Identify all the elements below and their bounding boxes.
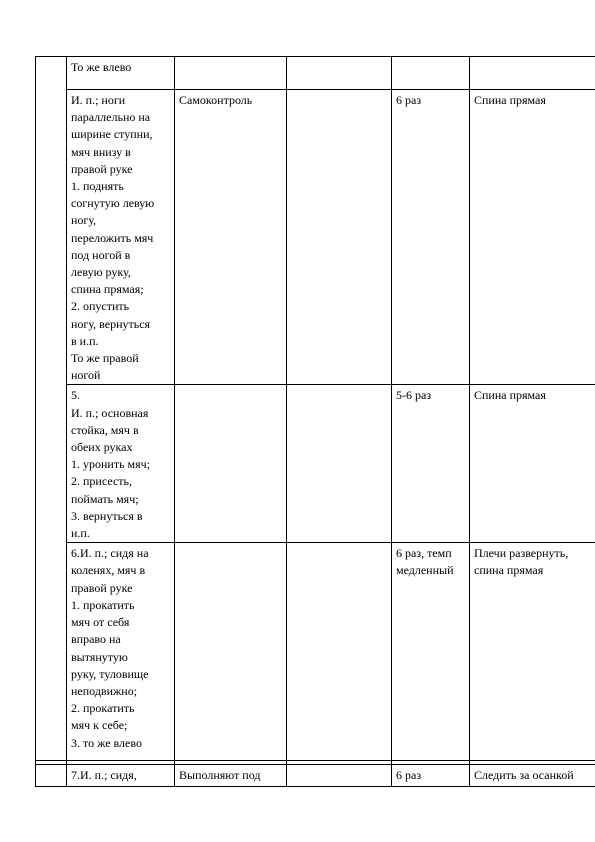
notes-line: Следить за осанкой xyxy=(474,768,574,783)
guidance-cell xyxy=(175,57,287,90)
dosage-cell xyxy=(392,543,470,761)
table-row xyxy=(36,765,595,787)
exercise-line: 1. поднять xyxy=(71,179,124,194)
exercise-line: поймать мяч; xyxy=(71,491,139,506)
table-row xyxy=(36,90,595,385)
exercise-line: стойка, мяч в xyxy=(71,422,139,437)
dosage-cell xyxy=(392,90,470,385)
dosage-line: 6 раз xyxy=(396,93,422,107)
exercise-line: согнутую левую xyxy=(71,196,155,211)
exercise-line: 2. присесть, xyxy=(71,474,132,489)
table-row xyxy=(36,385,595,543)
exercise-line: мяч к себе; xyxy=(71,718,128,733)
exercise-line: 1. прокатить xyxy=(71,597,135,612)
guidance-cell xyxy=(175,765,287,787)
exercise-line: мяч от себя xyxy=(71,615,130,630)
notes-line: Спина прямая xyxy=(474,388,546,403)
exercise-line: правой руке xyxy=(71,580,133,595)
exercise-line: 3. вернуться в xyxy=(71,508,143,523)
exercise-line: под ногой в xyxy=(71,247,131,262)
table-row xyxy=(36,57,595,90)
exercise-line: обеих руках xyxy=(71,440,133,455)
exercise-cell xyxy=(67,385,175,543)
exercise-line: мяч внизу в xyxy=(71,144,131,159)
exercise-cell xyxy=(67,765,175,787)
exercise-line: переложить мяч xyxy=(71,230,154,245)
exercise-line: правой руке xyxy=(71,161,133,176)
exercise-table xyxy=(35,56,595,787)
empty-cell xyxy=(287,57,392,90)
exercise-line: ширине ступни, xyxy=(71,127,153,142)
dosage-cell xyxy=(392,385,470,543)
guidance-cell xyxy=(175,385,287,543)
exercise-line: 6.И. п.; сидя на xyxy=(71,546,149,561)
notes-cell xyxy=(470,385,595,543)
dosage-cell xyxy=(392,765,470,787)
exercise-cell xyxy=(67,90,175,385)
exercise-line: 1. уронить мяч; xyxy=(71,457,151,472)
exercise-line: ногу, вернуться xyxy=(71,316,151,331)
exercise-line: вытянутую xyxy=(71,649,128,664)
exercise-line: коленях, мяч в xyxy=(71,563,146,578)
empty-cell xyxy=(287,543,392,761)
notes-cell xyxy=(470,543,595,761)
guidance-line: Выполняют под xyxy=(179,768,261,783)
exercise-line: и.п. xyxy=(71,526,90,541)
exercise-line: в и.п. xyxy=(71,333,99,348)
exercise-cell xyxy=(67,57,175,90)
dosage-line: 5-6 раз xyxy=(396,388,432,403)
exercise-line: И. п.; основная xyxy=(71,405,149,420)
notes-line: Спина прямая xyxy=(474,93,546,107)
exercise-line: спина прямая; xyxy=(71,282,144,297)
empty-cell xyxy=(287,385,392,543)
exercise-line: неподвижно; xyxy=(71,683,138,698)
guidance-line: Самоконтроль xyxy=(179,93,253,107)
notes-cell xyxy=(470,57,595,90)
exercise-line: 2. прокатить xyxy=(71,701,135,716)
exercise-line: 3. то же влево xyxy=(71,735,142,750)
empty-cell xyxy=(287,765,392,787)
dosage-line: 6 раз, темп xyxy=(396,546,452,561)
notes-cell xyxy=(470,765,595,787)
number-cell xyxy=(36,57,67,761)
dosage-line: 6 раз xyxy=(396,768,422,783)
notes-line: спина прямая xyxy=(474,563,544,578)
exercise-line: То же влево xyxy=(71,60,132,74)
exercise-line: ногой xyxy=(71,368,101,383)
notes-line: Плечи развернуть, xyxy=(474,546,569,561)
exercise-line: 2. опустить xyxy=(71,299,130,314)
exercise-line: ногу, xyxy=(71,213,97,228)
guidance-cell xyxy=(175,90,287,385)
exercise-line: левую руку, xyxy=(71,265,131,280)
guidance-cell xyxy=(175,543,287,761)
dosage-line: медленный xyxy=(396,563,454,578)
notes-cell xyxy=(470,90,595,385)
empty-cell xyxy=(287,90,392,385)
number-cell xyxy=(36,765,67,787)
exercise-line: вправо на xyxy=(71,632,121,647)
dosage-cell xyxy=(392,57,470,90)
exercise-line: 5. xyxy=(71,388,80,403)
exercise-line: И. п.; ноги xyxy=(71,93,126,107)
table-row xyxy=(36,543,595,761)
exercise-cell xyxy=(67,543,175,761)
exercise-line: параллельно на xyxy=(71,110,151,125)
exercise-line: руку, туловище xyxy=(71,666,149,681)
exercise-line: То же правой xyxy=(71,351,139,366)
exercise-line: 7.И. п.; сидя, xyxy=(71,768,137,783)
